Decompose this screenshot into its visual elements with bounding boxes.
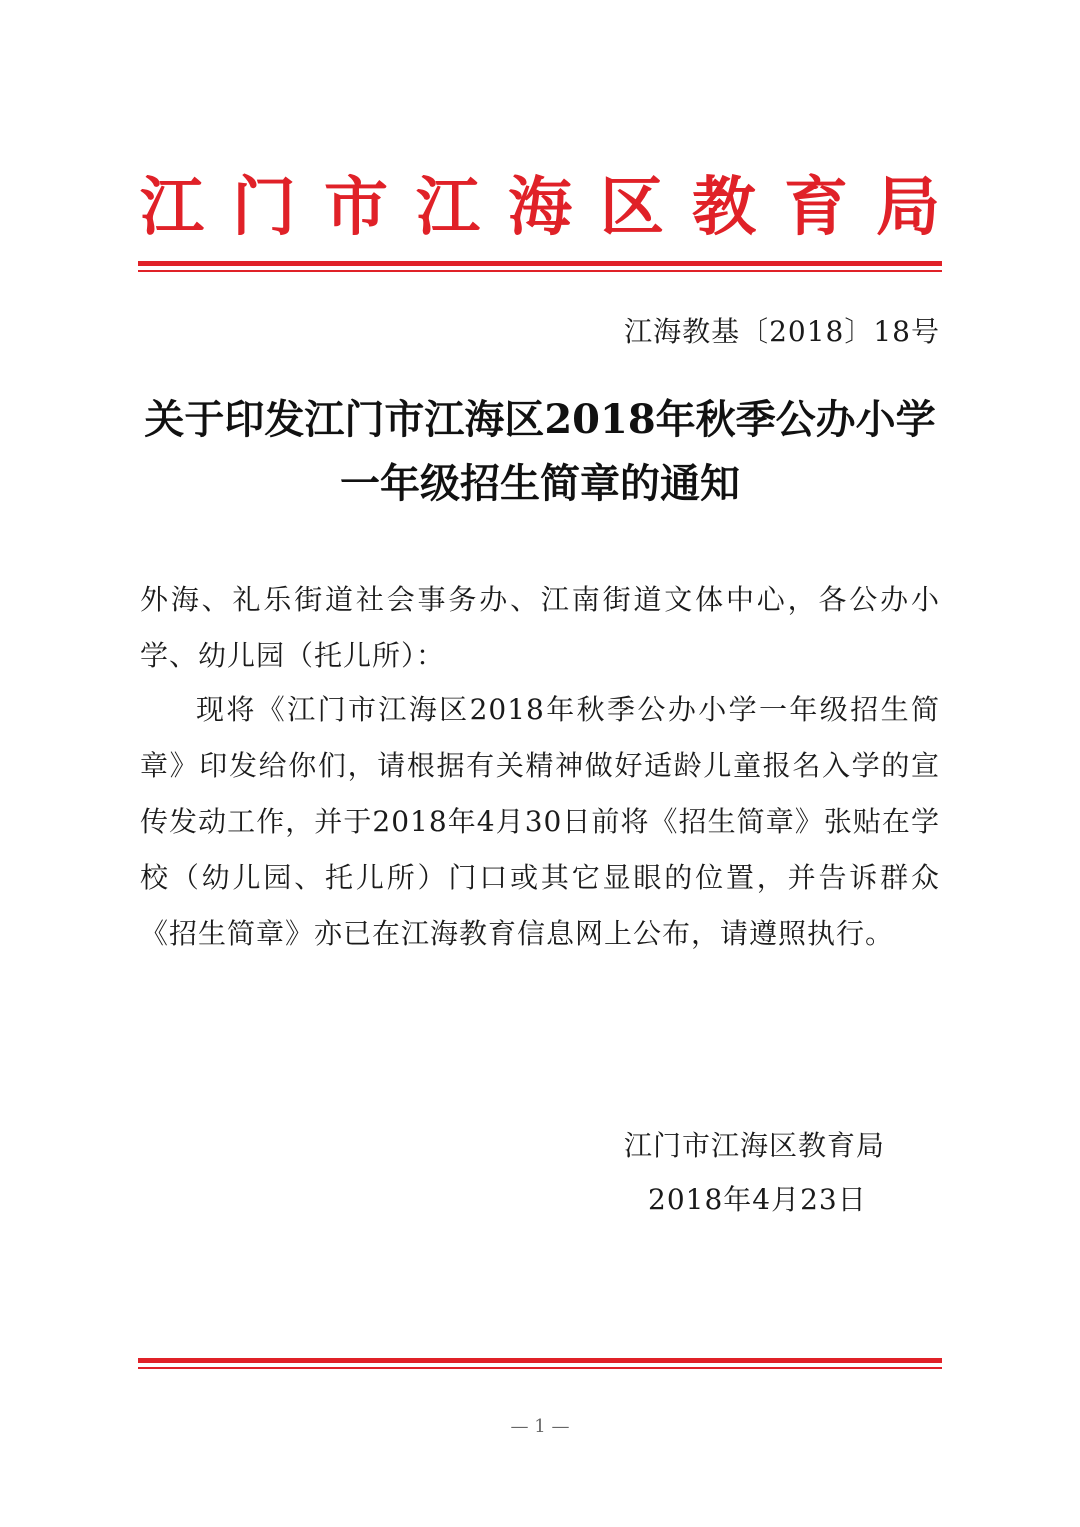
masthead-char: 区 [600,171,664,245]
masthead-char: 局 [876,171,940,245]
header-divider-thick [138,261,942,266]
masthead-title [140,168,940,248]
footer-divider-thin [138,1367,942,1369]
title-line-1: 关于印发江门市江海区2018年秋季公办小学 [144,396,936,443]
masthead-char: 海 [508,171,572,245]
masthead-char: 教 [692,171,756,245]
masthead-char: 市 [324,171,388,245]
header-divider-thin [138,270,942,272]
footer-divider-thick [138,1358,942,1363]
document-number: 江海教基〔2018〕18号 [624,315,940,348]
document-title [100,388,980,516]
addressee: 外海、礼乐街道社会事务办、江南街道文体中心，各公办小学、幼儿园（托儿所）： [140,583,940,672]
masthead-char: 门 [232,171,296,245]
title-line-2: 一年级招生简章的通知 [340,460,740,507]
signature-organization: 江门市江海区教育局 [624,1129,886,1162]
body-paragraph: 现将《江门市江海区2018年秋季公办小学一年级招生简章》印发给你们，请根据有关精神做好适龄儿童报名入学的宣传发动工作，并于2018年4月30日前将《招生简章》张贴在学校（幼儿园、托儿所）门口或其它显眼的位置，并告诉群众《招生简章》亦已在江海教育信息网上公布，请遵照执行。 [140,693,940,950]
masthead-char: 江 [140,171,204,245]
page-number: — 1 — [510,1416,570,1437]
masthead-char: 育 [784,171,848,245]
signature-date: 2018年4月23日 [648,1183,867,1216]
masthead-char: 江 [416,171,480,245]
